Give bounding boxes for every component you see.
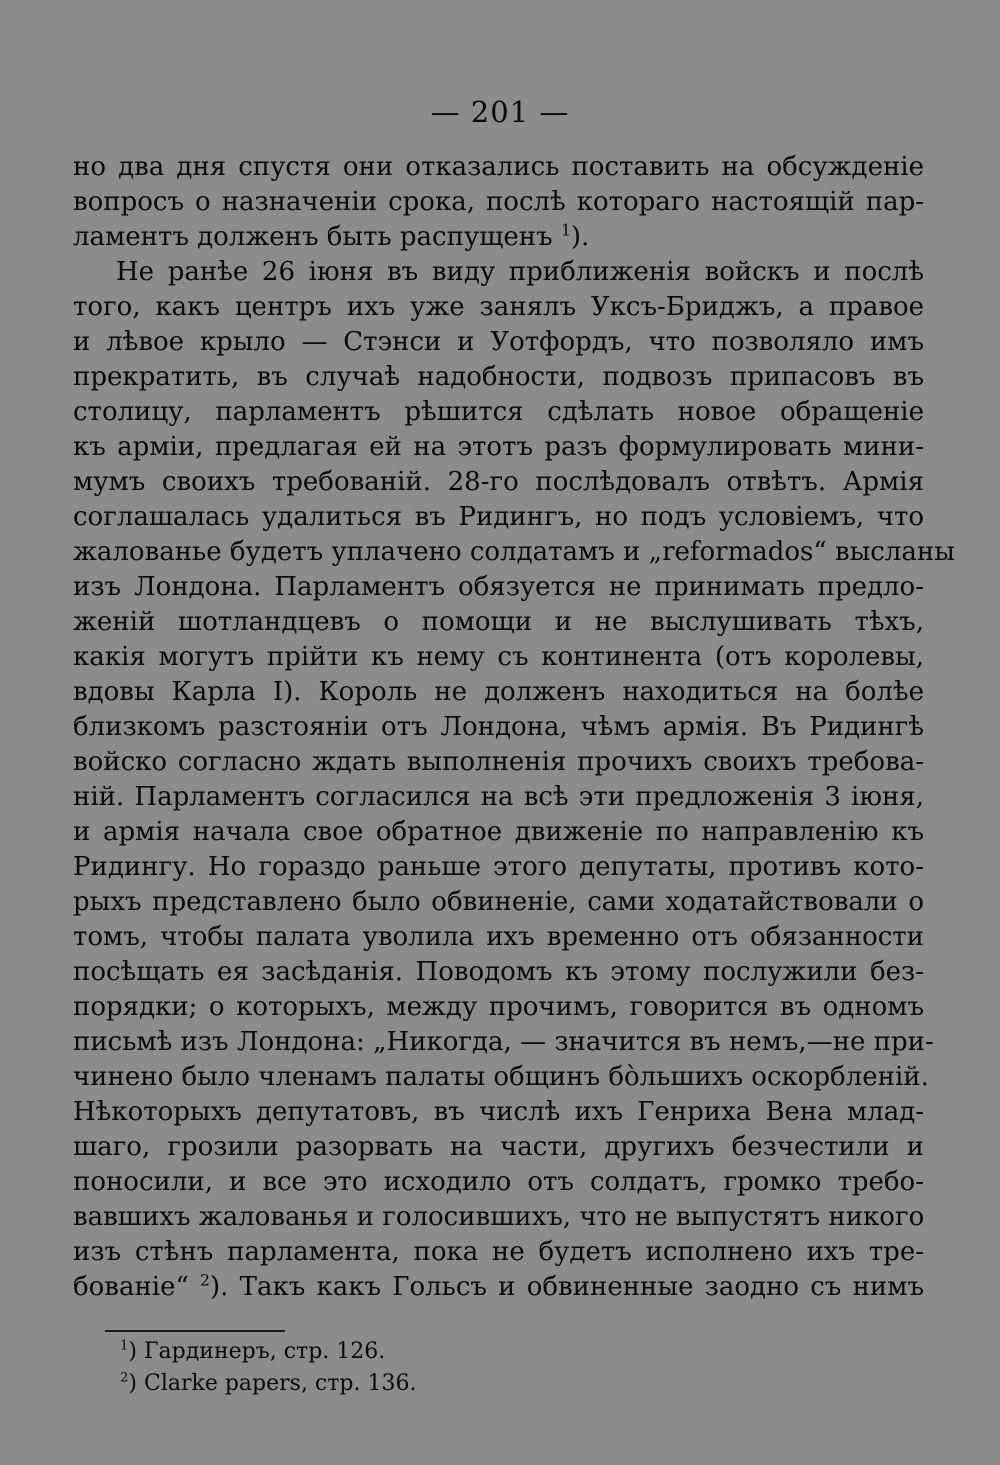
text-line: женій шотландцевъ о помощи и не выслушивать тѣхъ, (73, 607, 924, 637)
text-line: изъ стѣнъ парламента, пока не будетъ исполнено ихъ тре- (73, 1237, 924, 1267)
footnote-item (120, 1368, 820, 1400)
text-line: къ арміи, предлагая ей на этотъ разъ формулировать мини- (73, 432, 924, 462)
footnote-mark: 1 (120, 1338, 129, 1354)
text-line: изъ Лондона. Парламентъ обязуется не принимать предло- (73, 572, 924, 602)
text-line: ній. Парламентъ согласился на всѣ эти предложенія 3 іюня, (73, 782, 924, 812)
footnotes (120, 1336, 820, 1400)
text-line: томъ, чтобы палата уволила ихъ временно отъ обязанности (73, 922, 924, 952)
text-line-content: бованіе“ (73, 1272, 189, 1302)
text-line: Не ранѣе 26 іюня въ виду приближенія войскъ и послѣ (116, 257, 924, 287)
text-line-content: ламентъ долженъ быть распущенъ (73, 222, 553, 252)
text-line: вопросъ о назначеніи срока, послѣ котораго настоящій пар- (73, 187, 924, 217)
text-line: вавшихъ жалованья и голосившихъ, что не выпустятъ никого (73, 1202, 925, 1232)
footnote-text: Гардинеръ, стр. 126. (143, 1339, 386, 1364)
text-line: письмѣ изъ Лондона: „Никогда, — значится въ немъ,—не при- (73, 1027, 934, 1057)
footnote-mark-close: ) (128, 1339, 137, 1364)
body-text (73, 150, 955, 1305)
footnote-mark: 2 (120, 1370, 129, 1386)
text-line: близкомъ разстояніи отъ Лондона, чѣмъ армія. Въ Ридингѣ (73, 712, 924, 742)
footnote-ref-close: ). (209, 1272, 229, 1302)
footnote-divider (105, 1330, 285, 1332)
text-line: жалованье будетъ уплачено солдатамъ и „reformados“ высланы (73, 537, 955, 567)
footnote-ref: 1 (560, 221, 571, 240)
text-line-content: Такъ какъ Гольсъ и обвиненные заодно съ нимъ (239, 1272, 925, 1302)
text-line: Ридингу. Но гораздо раньше этого депутаты, противъ кото- (73, 852, 924, 882)
text-line: и лѣвое крыло — Стэнси и Уотфордъ, что позволяло имъ (73, 327, 924, 357)
text-line: рыхъ представлено было обвиненіе, сами ходатайствовали о (73, 887, 924, 917)
text-line: того, какъ центръ ихъ уже занялъ Уксъ-Бриджъ, а правое (73, 292, 924, 322)
text-line: порядки; о которыхъ, между прочимъ, говорится въ одномъ (73, 992, 924, 1022)
text-line: мумъ своихъ требованій. 28-го послѣдовалъ отвѣтъ. Армія (73, 467, 924, 497)
text-line (73, 1270, 924, 1305)
footnote-ref-close: ). (570, 222, 590, 252)
text-line: посѣщать ея засѣданія. Поводомъ къ этому послужили без- (73, 957, 924, 987)
text-line (73, 220, 924, 255)
text-line: войско согласно ждать выполненія прочихъ своихъ требова- (73, 747, 924, 777)
text-line: столицу, парламентъ рѣшится сдѣлать новое обращеніе (73, 397, 924, 427)
text-line: шаго, грозили разорвать на части, другихъ безчестили и (73, 1132, 924, 1162)
footnote-ref: 2 (200, 1271, 210, 1290)
text-line: поносили, и все это исходило отъ солдатъ, громко требо- (73, 1167, 924, 1197)
text-line: какія могутъ прійти къ нему съ континента (отъ королевы, (73, 642, 924, 672)
footnote-item (120, 1336, 820, 1368)
text-line: и армія начала свое обратное движеніе по направленію къ (73, 817, 924, 847)
text-line: прекратить, въ случаѣ надобности, подвозъ припасовъ въ (73, 362, 924, 392)
page-number: — 201 — (430, 95, 570, 129)
text-line: соглашалась удалиться въ Ридингъ, но подъ условіемъ, что (73, 502, 924, 532)
text-line: вдовы Карла I). Король не долженъ находиться на болѣе (73, 677, 924, 707)
footnote-mark-close: ) (128, 1371, 137, 1396)
footnote-text: Clarke papers, стр. 136. (143, 1371, 417, 1396)
text-line: но два дня спустя они отказались поставить на обсужденіе (73, 152, 924, 182)
text-line: Нѣкоторыхъ депутатовъ, въ числѣ ихъ Генриха Вена млад- (73, 1097, 924, 1127)
text-line: чинено было членамъ палаты общинъ бо̀льшихъ оскорбленій. (73, 1062, 929, 1092)
